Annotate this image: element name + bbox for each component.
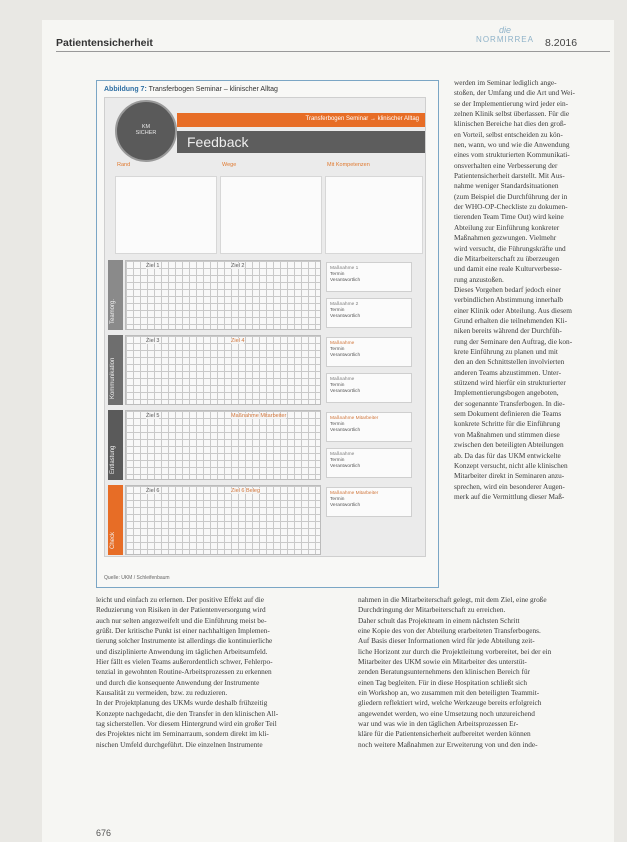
text-line: Hier fällt es vielen Teams außerordentlich schwer, Fehlerpo- — [96, 657, 273, 667]
text-line: und durch die konsequente Anwendung der Instrumente — [96, 677, 260, 687]
row-rail — [108, 335, 123, 405]
text-line: Konzepte nachgedacht, die den Transfer in den klinischen All- — [96, 708, 279, 718]
figure-caption — [104, 86, 278, 93]
task-box — [326, 412, 412, 442]
row-rail-label: Entlastung — [110, 445, 116, 474]
text-line: tag sicherstellen. Vor diesem Hintergrund wird ein großer Teil — [96, 719, 277, 729]
text-line: nischen Umfeld durchgeführt. Die einzelnen Instrumente — [96, 739, 263, 749]
task-line: Verantwortlich — [330, 353, 361, 358]
column-box — [220, 176, 322, 254]
column-header: Wege — [222, 162, 237, 168]
seal-badge-text: KM SICHER — [135, 124, 157, 136]
form-title-text: Transferbogen Seminar → klinischer Alltag — [305, 116, 419, 122]
text-line: der sogenannte Transferbogen. In die- — [454, 398, 565, 408]
task-line: Termin — [330, 497, 345, 502]
text-line: und damit eine reale Kulturverbesse- — [454, 264, 562, 274]
task-line: Verantwortlich — [330, 428, 361, 433]
text-line: sem Dokument definieren die Teams — [454, 409, 562, 419]
form-row — [108, 260, 422, 330]
task-box — [326, 373, 412, 403]
text-line: Abteilung zur Einführung konkreter — [454, 222, 560, 232]
figure-caption-text: Transferbogen Seminar – klinischer Alltag — [146, 86, 278, 93]
task-title: Maßnahme — [330, 377, 355, 382]
grid-label: Ziel 1 — [146, 263, 160, 269]
text-line: noch weitere Maßnahmen zur Erweiterung von und den inde- — [358, 739, 538, 749]
text-line: zwischen den beteiligten Abteilungen — [454, 440, 564, 450]
text-line: niken bereits während der Durchfüh- — [454, 326, 562, 336]
text-line: (zum Beispiel die Durchführung der in — [454, 191, 568, 201]
text-line: war und was wie in den täglichen Arbeitsprozessen Er- — [358, 719, 519, 729]
text-line: Auf Basis dieser Informationen wird für jede Abteilung zeit- — [358, 636, 535, 646]
text-line: zenden Beratungsunternehmens den klinischen Bereich für — [358, 667, 531, 677]
text-line: Reduzierung von Risiken in der Patientenversorgung wird — [96, 605, 266, 615]
row-rail-label: Kommunikation — [110, 357, 116, 399]
row-rail-label: Teamorg. — [110, 298, 116, 324]
text-line: angewendet werden, wo eine Umsetzung noch unzureichend — [358, 708, 535, 718]
feedback-title: Feedback — [187, 134, 249, 150]
form-title-bar — [177, 113, 425, 127]
journal-logo — [470, 26, 540, 45]
text-line: Maßnahmen gezwungen. Vielmehr — [454, 233, 557, 243]
text-line: onsverhalten eine Verbesserung der — [454, 160, 558, 170]
text-line: grüßt. Der kritische Punkt ist einer nachhaltigen Implemen- — [96, 626, 270, 636]
grid-label: Maßnahme Mitarbeiter — [231, 413, 287, 419]
text-line: merk auf die Vermittlung dieser Maß- — [454, 491, 565, 501]
text-line: anderen Teams abzustimmen. Unter- — [454, 367, 562, 377]
grid-label: Ziel 2 — [231, 263, 245, 269]
text-line: Mitarbeiter direkt in Seminaren anzu- — [454, 471, 565, 481]
right-column-bottom — [358, 595, 610, 750]
task-box — [326, 448, 412, 478]
text-line: Konzept versucht, nicht alle klinischen — [454, 460, 568, 470]
text-line: Daher schult das Projektteam in einem nächsten Schritt — [358, 615, 520, 625]
task-box — [326, 337, 412, 367]
column-box — [325, 176, 423, 254]
grid-label: Ziel 6 — [146, 488, 160, 494]
text-line: ab. Da das für das UKM entwickelte — [454, 450, 561, 460]
text-line: einen Tag begleiten. Für in diese Hospitation schließt sich — [358, 677, 527, 687]
row-grid — [125, 260, 321, 330]
figure-transferbogen — [96, 80, 439, 588]
grid-label: Ziel 3 — [146, 338, 160, 344]
text-line: Implementierungsbogen angeboten, — [454, 388, 559, 398]
text-line: tierung solcher Instrumente ist allerdings die kontinuierliche — [96, 636, 273, 646]
task-box — [326, 262, 412, 292]
task-title: Maßnahme — [330, 452, 355, 457]
grid-label: Ziel 4 — [231, 338, 245, 344]
row-grid — [125, 485, 321, 555]
text-line: verbindlichen Abstimmung innerhalb — [454, 295, 564, 305]
row-rail — [108, 260, 123, 330]
task-line: Verantwortlich — [330, 503, 361, 508]
task-title: Maßnahme Mitarbeiter — [330, 416, 379, 421]
text-line: wird versucht, die Führungskräfte und — [454, 243, 566, 253]
text-line: den an den Schnittstellen involvierten — [454, 357, 565, 367]
text-line: Dieses Vorgehen bedarf jedoch einer — [454, 285, 561, 294]
task-title: Maßnahme Mitarbeiter — [330, 491, 379, 496]
text-line: auch nur selten angezweifelt und die Einführung meist be- — [96, 615, 267, 625]
text-line: tenzial in gewohnten Routine-Arbeitsprozessen zu erkennen — [96, 667, 272, 677]
task-line: Verantwortlich — [330, 314, 361, 319]
text-line: kläre für die Patientensicherheit aufbereitet werden können — [358, 729, 531, 739]
task-box — [326, 298, 412, 328]
text-line: ein Workshop an, wo zusammen mit den beteiligten Teammit- — [358, 688, 540, 698]
text-line: rung anzustoßen. — [454, 274, 504, 284]
form-row — [108, 485, 422, 555]
text-line: Grund erhalten die teilnehmenden Kli- — [454, 316, 568, 326]
text-line: se der Implementierung wird jeder ein- — [454, 98, 569, 108]
task-line: Termin — [330, 308, 345, 313]
task-line: Verantwortlich — [330, 278, 361, 283]
text-line: einer Klinik oder Abteilung. Aus diesem — [454, 305, 572, 315]
text-line: werden im Seminar lediglich ange- — [454, 78, 557, 87]
row-grid — [125, 335, 321, 405]
figure-caption-label: Abbildung 7: — [104, 86, 147, 93]
column-header: Rand — [117, 162, 131, 168]
text-line: nahme weniger Standardsituationen — [454, 181, 559, 191]
text-line: klinischen Bereiche hat dies den groß- — [454, 119, 567, 129]
figure-source: Quelle: UKM / Schleifenbaum — [104, 575, 170, 581]
section-title: Patientensicherheit — [56, 37, 153, 49]
feedback-bar — [177, 131, 425, 153]
text-line: Kausalität zu vermeiden, bzw. zu reduzieren. — [96, 688, 228, 698]
task-line: Termin — [330, 383, 345, 388]
task-line: Verantwortlich — [330, 464, 361, 469]
issue-number: 8.2016 — [545, 37, 578, 49]
text-line: von Maßnahmen und stimmen diese — [454, 429, 560, 439]
task-line: Termin — [330, 272, 345, 277]
row-rail — [108, 410, 123, 480]
task-line: Termin — [330, 422, 345, 427]
grid-label: Ziel 5 — [146, 413, 160, 419]
text-line: leicht und einfach zu erlernen. Der positive Effekt auf die — [96, 595, 265, 604]
text-line: konkrete Schritte für die Einführung — [454, 419, 561, 429]
text-line: krete Einführung zu planen und mit — [454, 347, 558, 357]
transferbogen-form — [104, 97, 426, 557]
right-column-middle — [454, 285, 604, 502]
row-rail-label: Check — [110, 531, 116, 549]
column-box — [115, 176, 217, 254]
task-line: Termin — [330, 458, 345, 463]
left-column-bottom — [96, 595, 349, 750]
task-line: Verantwortlich — [330, 389, 361, 394]
form-row — [108, 335, 422, 405]
text-line: In der Projektplanung des UKMs wurde deshalb frühzeitig — [96, 698, 268, 708]
task-box — [326, 487, 412, 517]
text-line: des Projektes nicht im Seminarraum, sondern direkt im kli- — [96, 729, 269, 739]
grid-label: Ziel 6 Beleg — [231, 488, 261, 494]
task-title: Maßnahme 1 — [330, 266, 359, 271]
text-line: die Mitarbeiterschaft zu überzeugen — [454, 253, 560, 263]
text-line: Mitarbeiter des UKM sowie ein Mitarbeiter des unterstüt- — [358, 657, 527, 667]
text-line: und disziplinierte Anwendung im täglichen Arbeitsumfeld. — [96, 646, 268, 656]
text-line: zelnen Klinik selbst überlassen. Für die — [454, 109, 570, 119]
header-rule — [56, 51, 610, 52]
text-line: eine Kopie des von der Abteilung erarbeiteten Transferbogens. — [358, 626, 541, 636]
text-line: Patientensicherheit darstellt. Mit Aus- — [454, 171, 565, 181]
journal-logo-line1: die — [498, 25, 511, 35]
task-line: Termin — [330, 347, 345, 352]
row-grid — [125, 410, 321, 480]
row-rail — [108, 485, 123, 555]
task-title: Maßnahme — [330, 341, 355, 346]
column-header: Mit Kompetenzen — [327, 162, 370, 168]
text-line: stoßen, der Umfang und die Art und Wei- — [454, 88, 575, 98]
text-line: Durchdringung der Mitarbeiterschaft zu erreichen. — [358, 605, 506, 615]
text-line: sprechen, wird ein besonderer Augen- — [454, 481, 565, 491]
text-line: tierenden Team Time Out) wird keine — [454, 212, 564, 222]
seal-badge — [115, 100, 177, 162]
text-line: nahmen in die Mitarbeiterschaft gelegt, mit dem Ziel, eine große — [358, 595, 547, 604]
page-number: 676 — [96, 828, 112, 838]
text-line: gliedern reflektiert wird, welche Werkzeuge bereits erfolgreich — [358, 698, 542, 708]
right-column-top — [454, 78, 604, 285]
text-line: liche Horizont zur durch die Projektleitung vorbereitet, bei der ein — [358, 646, 552, 656]
text-line: eines vom strukturierten Kommunikati- — [454, 150, 570, 160]
task-title: Maßnahme 2 — [330, 302, 359, 307]
text-line: stützend wird hierfür ein strukturierter — [454, 378, 566, 388]
text-line: en Vorteil, selbst entscheiden zu kön- — [454, 129, 563, 139]
text-line: rung der Seminare den Auftrag, die kon- — [454, 336, 573, 346]
text-line: nen, wann, wo und wie die Anwendung — [454, 140, 570, 150]
journal-logo-line2: NORMIRREA — [476, 35, 534, 44]
text-line: der WHO-OP-Checkliste zu dokumen- — [454, 202, 568, 212]
form-row — [108, 410, 422, 480]
